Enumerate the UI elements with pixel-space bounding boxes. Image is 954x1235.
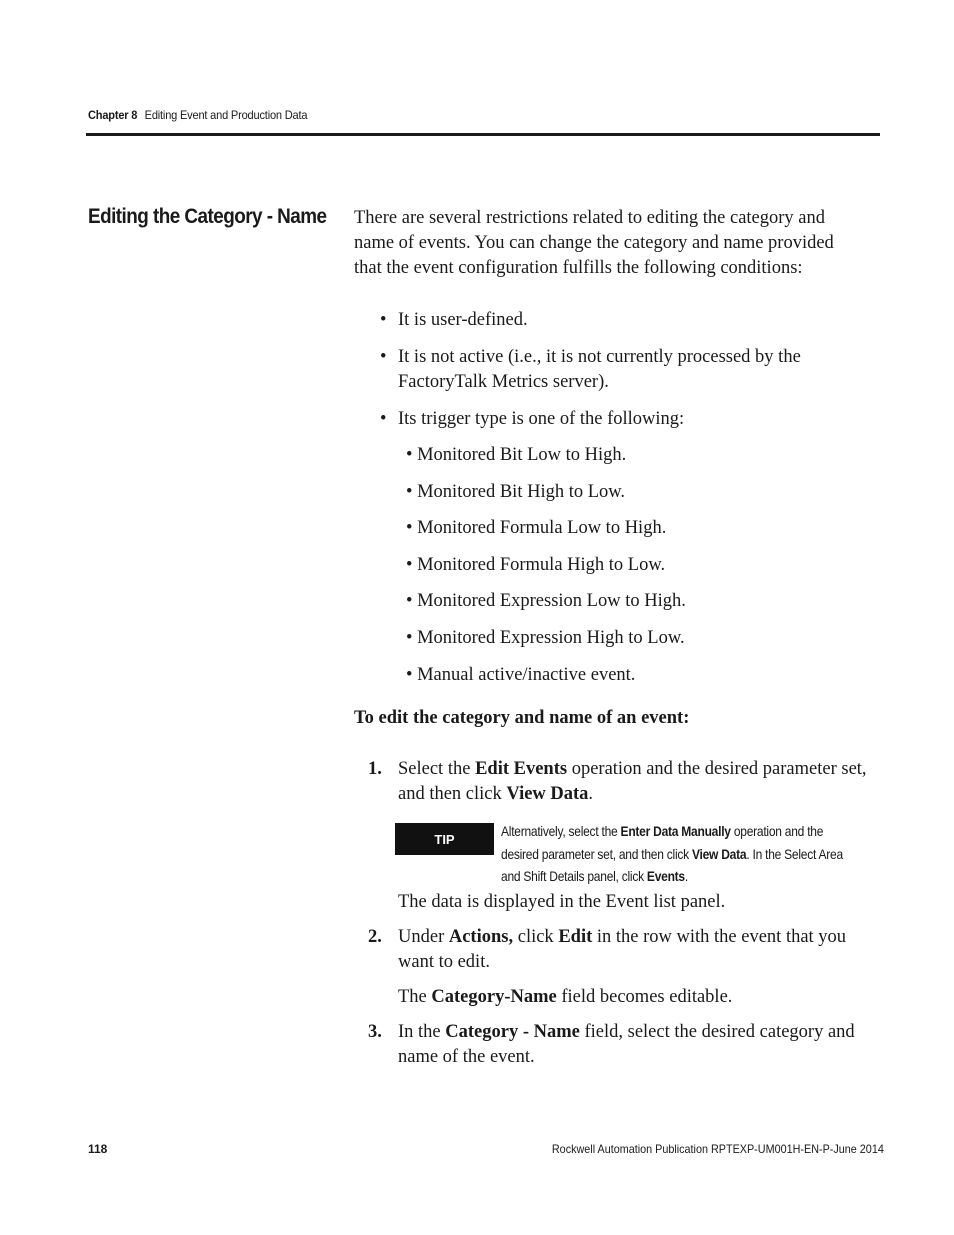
bullet-icon: • — [380, 409, 387, 429]
step-1-result: The data is displayed in the Event list panel. — [398, 892, 726, 912]
trigger-type-item: • Monitored Bit Low to High. — [406, 445, 627, 465]
trigger-type-item: • Monitored Formula High to Low. — [406, 555, 666, 575]
chapter-title: Editing Event and Production Data — [144, 108, 308, 122]
chapter-label: Chapter 8 — [88, 108, 138, 122]
trigger-type-item: • Manual active/inactive event. — [406, 665, 636, 685]
step-1: 1. Select the Edit Events operation and the desired parameter set, and then click View Data. — [368, 759, 867, 804]
publication-info: Rockwell Automation Publication RPTEXP-UM001H-EN-P-June 2014 — [552, 1142, 884, 1156]
step-2-result: The Category-Name field becomes editable. — [398, 987, 733, 1007]
intro-paragraph: There are several restrictions related to editing the category and name of events. You can change the category and name provided that the event configuration fulfills the following conditions: — [354, 208, 834, 278]
trigger-type-item: • Monitored Expression High to Low. — [406, 628, 685, 648]
header-divider — [86, 133, 880, 136]
tip-label: TIP — [395, 823, 494, 855]
step-3: 3. In the Category - Name field, select the desired category and name of the event. — [368, 1022, 855, 1067]
condition-item: • Its trigger type is one of the following: — [380, 407, 860, 432]
trigger-type-item: • Monitored Formula Low to High. — [406, 518, 667, 538]
condition-item: • It is user-defined. — [380, 308, 860, 333]
page-number: 118 — [88, 1142, 108, 1156]
step-2: 2. Under Actions, click Edit in the row with the event that you want to edit. — [368, 927, 847, 972]
procedure-heading: To edit the category and name of an event: — [354, 708, 690, 728]
trigger-type-item: • Monitored Expression Low to High. — [406, 591, 686, 611]
section-title: Editing the Category - Name — [88, 205, 327, 228]
condition-item: • It is not active (i.e., it is not currently processed by the FactoryTalk Metrics server). — [380, 347, 801, 392]
trigger-type-item: • Monitored Bit High to Low. — [406, 482, 626, 502]
tip-text: Alternatively, select the Enter Data Manually operation and the desired parameter set, and then click View Data. In the Select Area and Shift Details panel, click Events. — [501, 823, 843, 884]
bullet-icon: • — [380, 310, 387, 330]
running-header — [88, 108, 307, 122]
bullet-icon: • — [380, 347, 387, 367]
